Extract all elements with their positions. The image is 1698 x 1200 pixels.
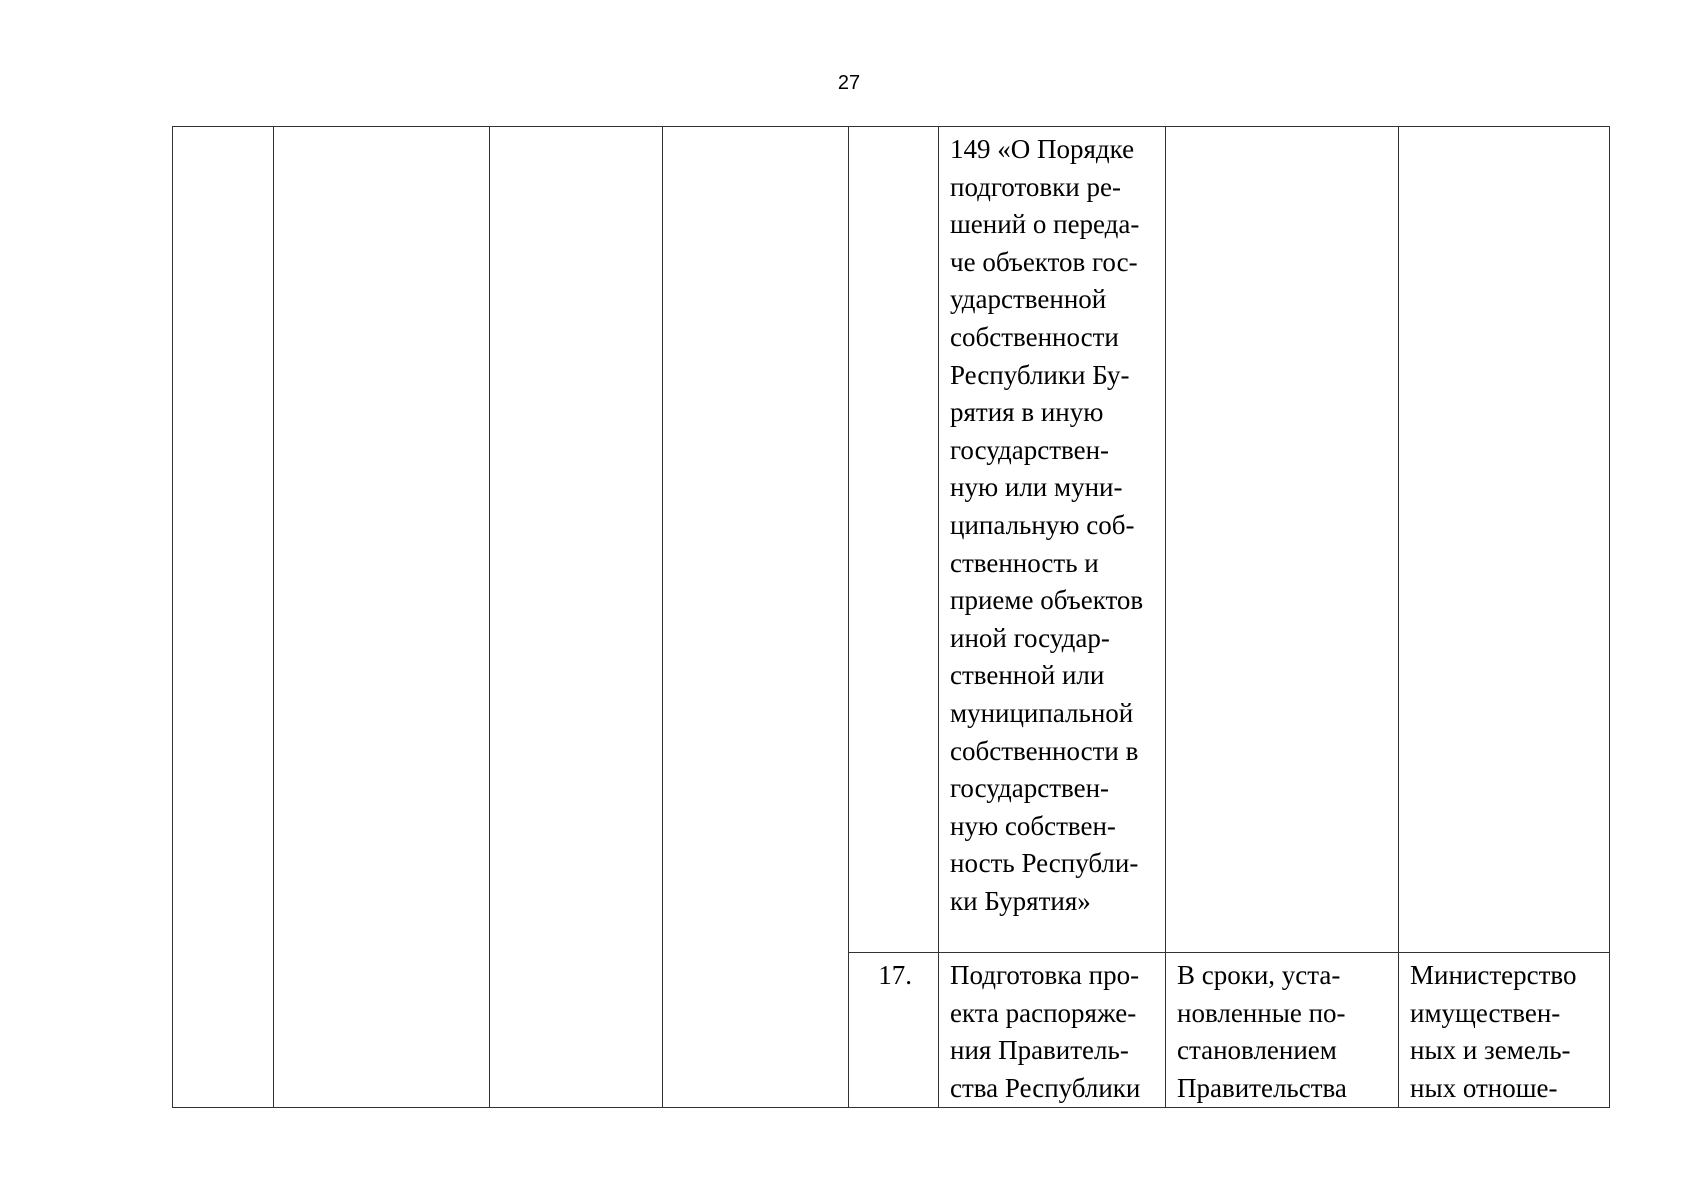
table-cell-responsible <box>1399 953 1610 1108</box>
table-cell-action <box>939 953 1166 1108</box>
table-row-continuation <box>173 127 1610 953</box>
responsible-text <box>1399 953 1609 1107</box>
legal-act-line: иной государ- <box>950 622 1110 653</box>
legal-act-line: собственности <box>950 321 1119 352</box>
deadline-line: Правительства <box>1177 1072 1347 1103</box>
table-cell-legal-act <box>939 127 1166 953</box>
table-cell-deadline <box>1166 953 1399 1108</box>
table-cell-number-empty <box>849 127 939 953</box>
legal-act-line: ственность и <box>950 547 1099 578</box>
table-cell-col2 <box>274 127 490 1108</box>
row-number: 17. <box>878 960 912 990</box>
action-line: екта распоряже- <box>950 997 1137 1028</box>
legal-act-text <box>939 127 1165 920</box>
legal-act-line: государствен- <box>950 434 1110 465</box>
legal-act-line: государствен- <box>950 773 1110 804</box>
legal-act-line: ственной или <box>950 660 1105 691</box>
deadline-line: становлением <box>1177 1035 1337 1066</box>
page-number: 27 <box>837 72 861 94</box>
table-cell-deadline-empty <box>1166 127 1399 953</box>
legal-act-line: ки Бурятия» <box>950 885 1091 916</box>
legal-act-line: собственности в <box>950 735 1139 766</box>
responsible-line: имуществен- <box>1410 997 1561 1028</box>
responsible-line: ных отноше- <box>1410 1072 1558 1103</box>
legal-act-line: Республики Бу- <box>950 359 1130 390</box>
table-cell-col4 <box>663 127 849 1108</box>
deadline-line: новленные по- <box>1177 997 1346 1028</box>
legal-act-line: рятия в иную <box>950 397 1104 428</box>
deadline-text <box>1166 953 1398 1107</box>
table-cell-col3 <box>490 127 663 1108</box>
legal-act-line: ударственной <box>950 284 1107 315</box>
legal-act-line: подготовки ре- <box>950 171 1121 202</box>
legal-act-line: че объектов гос- <box>950 246 1138 277</box>
responsible-line: Министерство <box>1410 960 1577 990</box>
deadline-line: В сроки, уста- <box>1177 960 1341 990</box>
legal-act-line: ность Республи- <box>950 848 1139 879</box>
table-cell-responsible-empty <box>1399 127 1610 953</box>
legal-act-line: шений о переда- <box>950 209 1140 240</box>
legal-act-line: ципальную соб- <box>950 509 1135 540</box>
table-cell-number <box>849 953 939 1108</box>
legal-act-line: муниципальной <box>950 697 1134 728</box>
legal-act-line: приеме объектов <box>950 585 1144 616</box>
action-text <box>939 953 1165 1107</box>
legal-act-line: 149 «О Порядке <box>950 134 1135 164</box>
action-line: ния Правитель- <box>950 1035 1129 1066</box>
action-line: Подготовка про- <box>950 960 1140 990</box>
table-cell-col1 <box>173 127 274 1108</box>
measures-table <box>172 126 1610 1108</box>
legal-act-line: ную или муни- <box>950 472 1123 503</box>
responsible-line: ных и земель- <box>1410 1035 1571 1066</box>
action-line: ства Республики <box>950 1072 1141 1103</box>
legal-act-line: ную собствен- <box>950 810 1116 841</box>
